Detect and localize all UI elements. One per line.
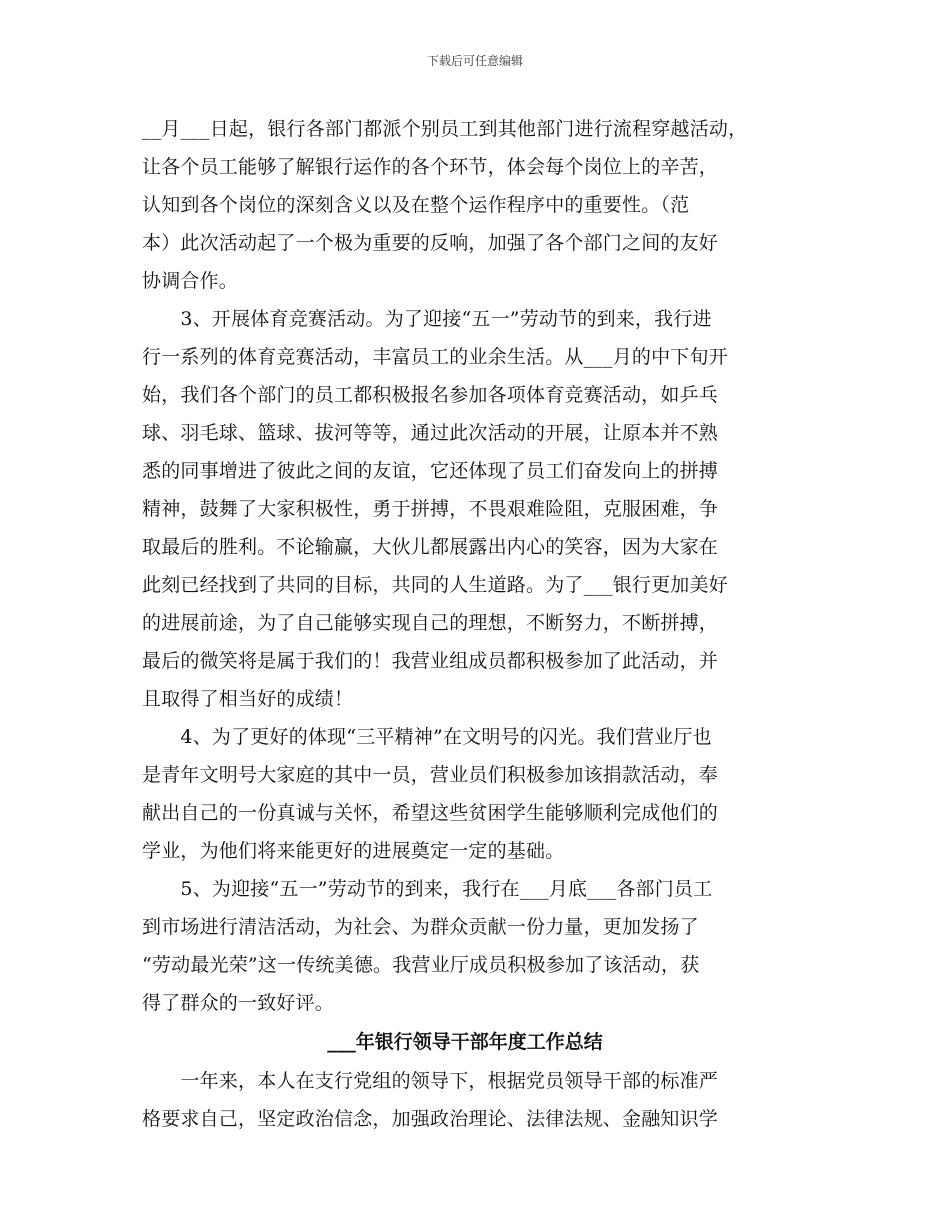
text-line: 最后的微笑将是属于我们的！我营业组成员都积极参加了此活动，并: [142, 650, 719, 672]
text-line: 认知到各个岗位的深刻含义以及在整个运作程序中的重要性。（范: [142, 194, 690, 216]
text-line: 悉的同事增进了彼此之间的友谊，它还体现了员工们奋发向上的拼搏: [142, 460, 719, 482]
text-line: 本）此次活动起了一个极为重要的反响，加强了各个部门之间的友好: [142, 232, 719, 254]
text-line: 学业，为他们将来能更好的进展奠定一定的基础。: [142, 840, 565, 862]
text-line: 献出自己的一份真诚与关怀，希望这些贫困学生能够顺利完成他们的: [142, 802, 719, 824]
text-line: 5、为迎接“五一”劳动节的到来，我行在___月底___各部门员工: [142, 878, 713, 900]
text-line: 协调合作。: [142, 270, 239, 292]
text-line: 3、开展体育竞赛活动。为了迎接“五一”劳动节的到来，我行进: [142, 308, 712, 330]
text-line: 的进展前途，为了自己能够实现自己的理想，不断努力，不断拼搏，: [142, 612, 719, 634]
text-line: 球、羽毛球、篮球、拔河等等，通过此次活动的开展，让原本并不熟: [142, 422, 719, 444]
text-line: 格要求自己，坚定政治信念，加强政治理论、法律法规、金融知识学: [142, 1108, 719, 1130]
text-line: 到市场进行清洁活动，为社会、为群众贡献一份力量，更加发扬了: [142, 916, 699, 938]
page-header: 下载后可任意编辑: [426, 54, 523, 68]
document-body: [142, 110, 818, 1138]
section-title: ___年银行领导干部年度工作总结: [327, 1031, 603, 1053]
text-line: 精神，鼓舞了大家积极性，勇于拼搏，不畏艰难险阻，克服困难，争: [142, 498, 719, 520]
text-line: 此刻已经找到了共同的目标，共同的人生道路。为了___银行更加美好: [142, 574, 728, 596]
text-line: 取最后的胜利。不论输赢，大伙儿都展露出内心的笑容，因为大家在: [142, 536, 719, 558]
text-line: 一年来，本人在支行党组的领导下，根据党员领导干部的标准严: [142, 1070, 719, 1092]
text-line: 4、为了更好的体现“三平精神”在文明号的闪光。我们营业厅也: [142, 726, 712, 748]
text-line: 始，我们各个部门的员工都积极报名参加各项体育竞赛活动，如乒乓: [142, 384, 719, 406]
text-line: 是青年文明号大家庭的其中一员，营业员们积极参加该捐款活动，奉: [142, 764, 719, 786]
text-line: __月___日起，银行各部门都派个别员工到其他部门进行流程穿越活动，: [142, 118, 748, 140]
text-line: “劳动最光荣”这一传统美德。我营业厅成员积极参加了该活动，获: [142, 954, 700, 976]
text-line: 得了群众的一致好评。: [142, 992, 335, 1014]
text-line: 让各个员工能够了解银行运作的各个环节，体会每个岗位上的辛苦，: [142, 156, 719, 178]
text-line: 且取得了相当好的成绩！: [142, 688, 354, 710]
text-line: 行一系列的体育竞赛活动，丰富员工的业余生活。从___月的中下旬开: [142, 346, 728, 368]
